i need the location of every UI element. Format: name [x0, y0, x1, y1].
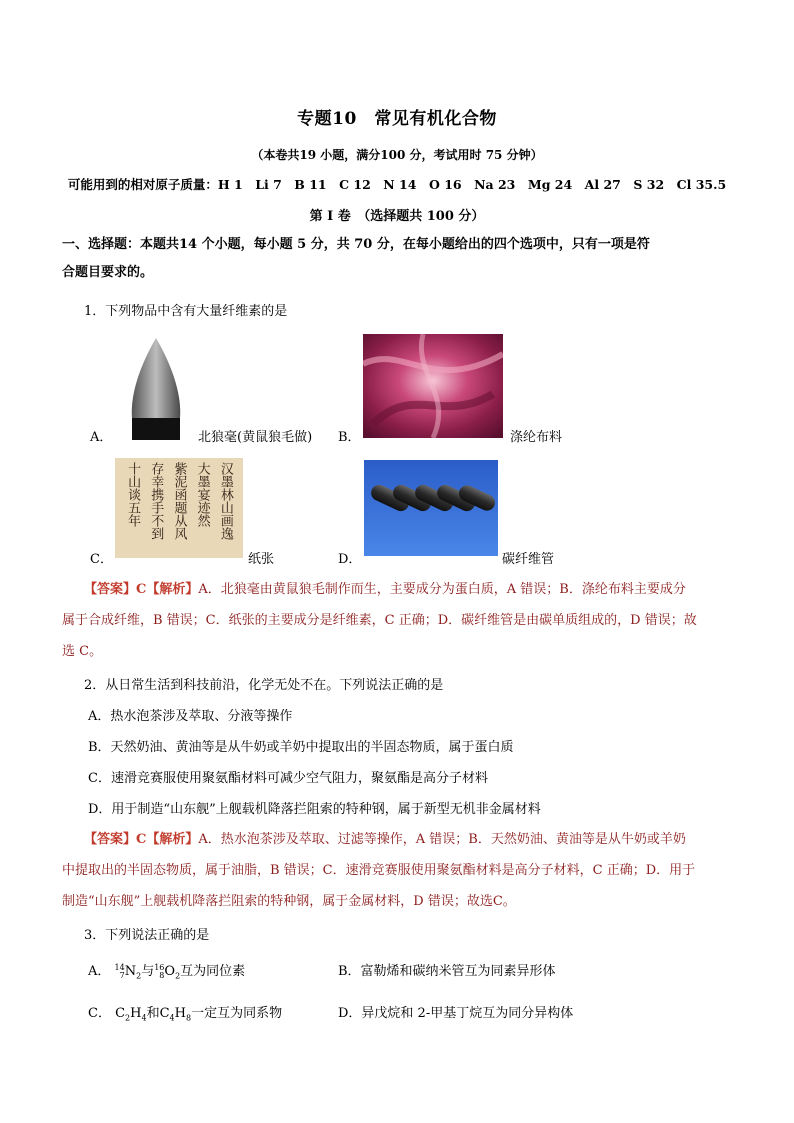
q3-option-c-connector: 和: [146, 1006, 160, 1021]
exam-info: （本卷共19 小题，满分100 分，考试用时 75 分钟）: [251, 148, 543, 162]
question-2-stem: 2．从日常生活到科技前沿，化学无处不在。下列说法正确的是: [84, 678, 444, 693]
q1-option-b-text: 涤纶布料: [510, 430, 563, 445]
q1-option-a-letter: A．: [90, 430, 113, 445]
nitrogen-isotope-numbers: [115, 964, 125, 980]
q3-option-a-ending: 互为同位素: [180, 964, 246, 979]
calligraphy-column-2: 存幸携手不到: [148, 462, 164, 540]
atomic-masses: 可能用到的相对原子质量：H 1 Li 7 B 11 C 12 N 14 O 16 Na 23 Mg 24 Al 27 S 32 Cl 35.5: [67, 177, 727, 192]
q3-option-a-letter: A．: [88, 964, 111, 979]
calligraphy-column-5: 汉墨林山画逸: [217, 462, 233, 540]
nitrogen-atomic-number: 7: [119, 970, 125, 980]
q1-option-a-text: 北狼毫(黄鼠狼毛做): [198, 430, 313, 445]
ethene-c-count: 2: [125, 1013, 131, 1023]
page-title: 专题10 常见有机化合物: [297, 109, 497, 129]
calligraphy-column-1: 十山谈五年: [125, 462, 141, 527]
nitrogen-mass-number: 14: [114, 962, 125, 972]
q3-option-a-connector: 与: [141, 964, 155, 979]
q3-option-c-ending: 一定互为同系物: [191, 1006, 283, 1021]
q2-option-b: B．天然奶油、黄油等是从牛奶或羊奶中提取出的半固态物质，属于蛋白质: [88, 740, 514, 755]
instructions-line-2: 合题目要求的。: [62, 265, 154, 280]
q1-answer-tag: 【答案】C【解析】: [84, 582, 199, 597]
section-heading: 第 I 卷 （选择题共 100 分）: [309, 209, 485, 224]
brush-image: [118, 332, 194, 442]
oxygen-isotope-numbers: [154, 964, 164, 980]
oxygen-symbol: O: [164, 964, 176, 979]
q1-option-c-text: 纸张: [248, 552, 275, 567]
q1-option-b-letter: B．: [338, 430, 361, 445]
q3-option-a: [88, 960, 245, 981]
q2-answer-line-1: A．热水泡茶涉及萃取、过滤等操作，A 错误；B．天然奶油、黄油等是从牛奶或羊奶: [198, 832, 686, 847]
instructions: [62, 231, 740, 287]
calligraphy-column-3: 紫泥函题从风: [171, 462, 187, 540]
q3-option-c-letter: C．: [88, 1006, 111, 1021]
oxygen-mass-number: 16: [154, 962, 165, 972]
q1-answer-line-2: 属于合成纤维，B 错误；C．纸张的主要成分是纤维素，C 正确；D．碳纤维管是由碳单质组成的，D 错误；故: [62, 613, 697, 628]
q2-option-d: D．用于制造“山东舰”上舰载机降落拦阻索的特种钢，属于新型无机非金属材料: [88, 802, 541, 817]
oxygen-atomic-number: 8: [159, 970, 165, 980]
q3-option-b: B．富勒烯和碳纳米管互为同素异形体: [338, 964, 556, 979]
butene-c-count: 4: [169, 1013, 175, 1023]
butene-h-count: 8: [185, 1013, 192, 1023]
question-1-stem: 1．下列物品中含有大量纤维素的是: [84, 304, 288, 319]
paper-calligraphy-image: [115, 458, 243, 558]
q3-option-c: [88, 1002, 282, 1023]
ethene-c: C: [115, 1006, 126, 1021]
oxygen-subscript: 2: [175, 971, 181, 981]
question-3-stem: 3．下列说法正确的是: [84, 928, 210, 943]
q1-answer-line-3: 选 C。: [62, 644, 103, 659]
q1-answer-line-1: A．北狼毫由黄鼠狼毛制作而生，主要成分为蛋白质，A 错误；B．涤纶布料主要成分: [198, 582, 686, 597]
q1-option-d-letter: D．: [338, 552, 362, 567]
q2-option-c: C．速滑竞赛服使用聚氨酯材料可减少空气阻力，聚氨酯是高分子材料: [88, 771, 488, 786]
q2-option-a: A．热水泡茶涉及萃取、分液等操作: [88, 709, 293, 724]
fabric-image: [363, 334, 503, 438]
carbon-tube-image: [364, 460, 498, 556]
q1-option-d-text: 碳纤维管: [502, 552, 555, 567]
butene-c: C: [159, 1006, 170, 1021]
q2-answer-line-2: 中提取出的半固态物质，属于油脂，B 错误；C．速滑竞赛服使用聚氨酯材料是高分子材料，C 正确；D．用于: [62, 863, 696, 878]
q2-answer: [62, 824, 738, 917]
q1-option-c-letter: C．: [90, 552, 113, 567]
q1-answer: [62, 574, 738, 667]
nitrogen-symbol: N: [124, 964, 137, 979]
calligraphy-column-4: 大墨宴迹然: [194, 462, 210, 527]
ethene-h: H: [130, 1006, 142, 1021]
q2-answer-tag: 【答案】C【解析】: [84, 832, 199, 847]
nitrogen-subscript: 2: [136, 971, 142, 981]
q3-option-d: D．异戊烷和 2-甲基丁烷互为同分异构体: [338, 1006, 574, 1021]
ethene-h-count: 4: [141, 1013, 147, 1023]
butene-h: H: [174, 1006, 186, 1021]
instructions-line-1: 一、选择题：本题共14 个小题，每小题 5 分，共 70 分，在每小题给出的四个选项中，只有一项是符: [62, 237, 650, 252]
q2-answer-line-3: 制造“山东舰”上舰载机降落拦阻索的特种钢，属于金属材料，D 错误；故选C。: [62, 894, 516, 909]
